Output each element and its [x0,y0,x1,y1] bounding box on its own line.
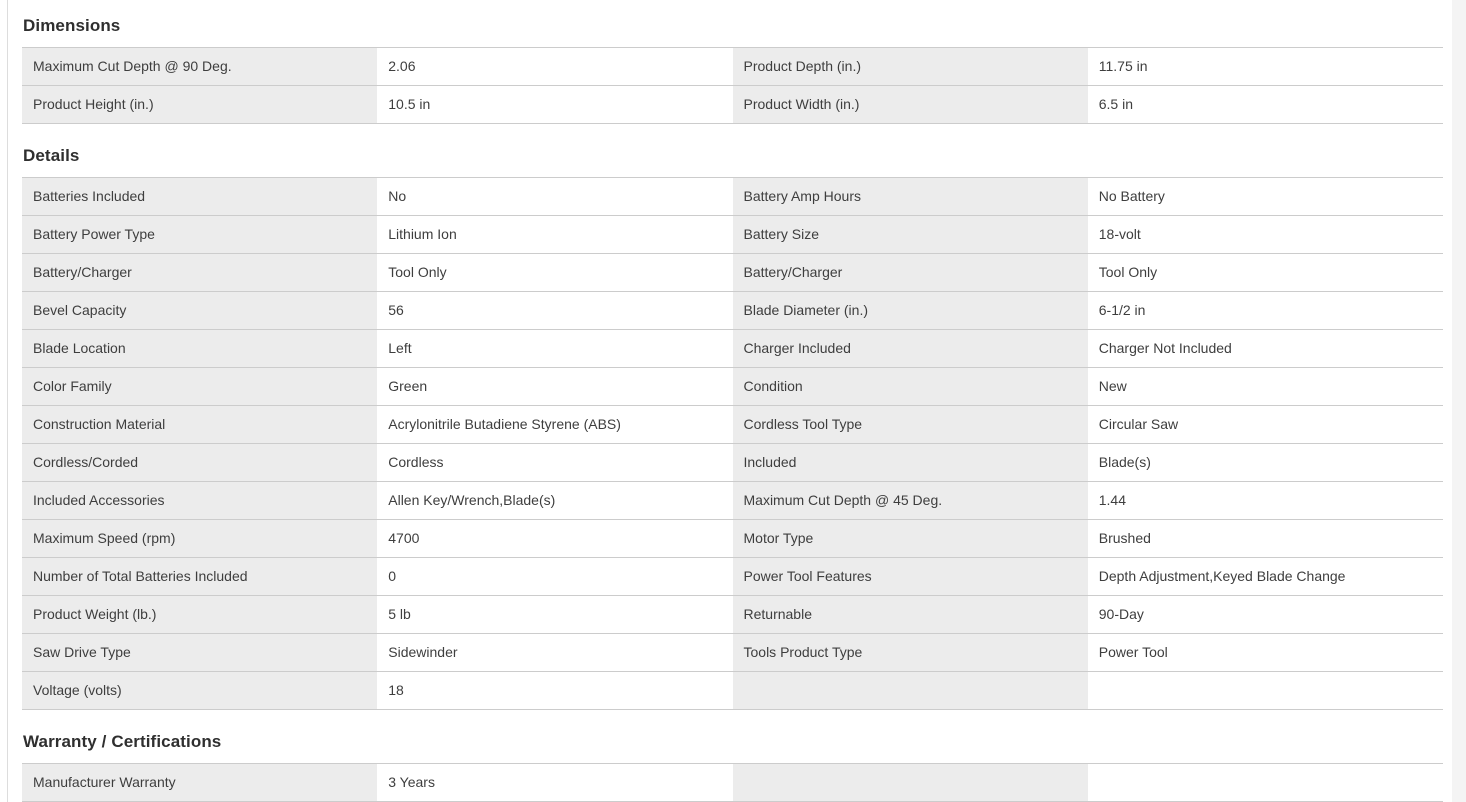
spec-value: 1.44 [1088,482,1443,519]
spec-value: No [377,178,732,215]
spec-value: Cordless [377,444,732,481]
page-right-gutter [1452,0,1466,802]
spec-value: Sidewinder [377,634,732,671]
spec-value: 56 [377,292,732,329]
spec-row [22,292,1443,330]
spec-label: Battery Amp Hours [733,178,1088,215]
spec-value: Circular Saw [1088,406,1443,443]
spec-table-warranty-certifications [22,763,1443,802]
spec-label: Blade Location [22,330,377,367]
spec-value: 6-1/2 in [1088,292,1443,329]
spec-value: 6.5 in [1088,86,1443,123]
spec-label: Included Accessories [22,482,377,519]
spec-value: 11.75 in [1088,48,1443,85]
section-dimensions [22,16,1443,124]
spec-value: 5 lb [377,596,732,633]
spec-row [22,48,1443,86]
spec-label: Cordless Tool Type [733,406,1088,443]
spec-label: Maximum Speed (rpm) [22,520,377,557]
spec-row [22,634,1443,672]
spec-row [22,368,1443,406]
spec-label: Product Weight (lb.) [22,596,377,633]
spec-table-dimensions [22,47,1443,124]
spec-label: Color Family [22,368,377,405]
spec-label: Maximum Cut Depth @ 45 Deg. [733,482,1088,519]
spec-value [1088,764,1443,801]
spec-value: Charger Not Included [1088,330,1443,367]
product-specifications [22,0,1443,802]
spec-value: Power Tool [1088,634,1443,671]
spec-value: 0 [377,558,732,595]
spec-value: Left [377,330,732,367]
spec-label: Product Depth (in.) [733,48,1088,85]
spec-label: Battery Power Type [22,216,377,253]
spec-row [22,596,1443,634]
spec-label: Included [733,444,1088,481]
spec-value: 4700 [377,520,732,557]
spec-value: Acrylonitrile Butadiene Styrene (ABS) [377,406,732,443]
spec-label: Battery/Charger [733,254,1088,291]
spec-value: Blade(s) [1088,444,1443,481]
spec-row [22,86,1443,124]
spec-label: Product Width (in.) [733,86,1088,123]
spec-table-details [22,177,1443,710]
spec-label: Manufacturer Warranty [22,764,377,801]
spec-label: Batteries Included [22,178,377,215]
spec-label: Power Tool Features [733,558,1088,595]
spec-value: 10.5 in [377,86,732,123]
section-warranty-certifications [22,732,1443,802]
spec-label: Saw Drive Type [22,634,377,671]
spec-label: Bevel Capacity [22,292,377,329]
section-title-details: Details [23,146,80,165]
spec-label [733,764,1088,801]
spec-value: Lithium Ion [377,216,732,253]
spec-row [22,254,1443,292]
spec-label: Product Height (in.) [22,86,377,123]
spec-label: Construction Material [22,406,377,443]
spec-value: 3 Years [377,764,732,801]
spec-label: Battery Size [733,216,1088,253]
spec-row [22,444,1443,482]
spec-label: Tools Product Type [733,634,1088,671]
spec-value: 90-Day [1088,596,1443,633]
spec-value: New [1088,368,1443,405]
spec-label [733,672,1088,709]
spec-value: Depth Adjustment,Keyed Blade Change [1088,558,1443,595]
spec-value: Tool Only [1088,254,1443,291]
spec-label: Voltage (volts) [22,672,377,709]
spec-row [22,216,1443,254]
spec-label: Condition [733,368,1088,405]
spec-row [22,764,1443,802]
spec-label: Maximum Cut Depth @ 90 Deg. [22,48,377,85]
spec-row [22,482,1443,520]
spec-value: 18-volt [1088,216,1443,253]
spec-row [22,672,1443,710]
spec-value: Tool Only [377,254,732,291]
section-title-warranty-certifications: Warranty / Certifications [23,732,222,751]
spec-value: Green [377,368,732,405]
spec-label: Battery/Charger [22,254,377,291]
spec-label: Charger Included [733,330,1088,367]
section-details [22,146,1443,710]
spec-value: 2.06 [377,48,732,85]
spec-value: 18 [377,672,732,709]
spec-label: Number of Total Batteries Included [22,558,377,595]
spec-row [22,330,1443,368]
spec-label: Cordless/Corded [22,444,377,481]
spec-row [22,520,1443,558]
spec-value: Brushed [1088,520,1443,557]
spec-row [22,178,1443,216]
spec-value: No Battery [1088,178,1443,215]
spec-label: Motor Type [733,520,1088,557]
spec-label: Returnable [733,596,1088,633]
spec-row [22,558,1443,596]
page-left-edge-line [7,0,8,802]
spec-value: Allen Key/Wrench,Blade(s) [377,482,732,519]
spec-label: Blade Diameter (in.) [733,292,1088,329]
section-title-dimensions: Dimensions [23,16,121,35]
spec-row [22,406,1443,444]
spec-value [1088,672,1443,709]
